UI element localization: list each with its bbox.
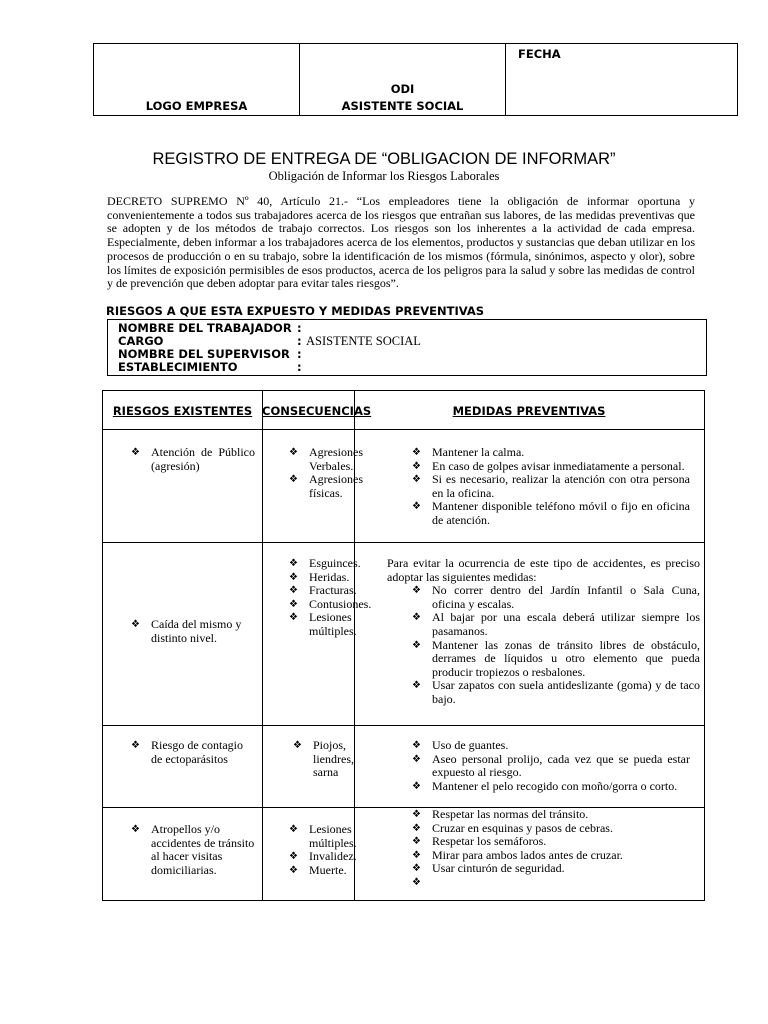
medidas-intro: Para evitar la ocurrencia de este tipo de accidentes, es preciso adoptar las siguientes medidas: xyxy=(387,556,700,584)
consecuencias-cell xyxy=(287,556,372,639)
table-row xyxy=(129,446,255,473)
medidas-cell xyxy=(410,739,690,793)
role-label: ASISTENTE SOCIAL xyxy=(341,99,464,113)
medida-item: ❖ Aseo personal prolijo, cada vez que se pueda estar expuesto al riesgo. xyxy=(410,753,690,780)
riesgo-text: ❖ Riesgo de contagio de ectoparásitos xyxy=(129,739,255,766)
medida-item: ❖ Mantener la calma. xyxy=(410,446,690,460)
header-consecuencias: CONSECUENCIAS xyxy=(262,404,372,418)
table-row xyxy=(129,618,255,645)
consecuencia-item: ❖ Lesiones múltiples. xyxy=(287,823,361,850)
logo-cell xyxy=(94,44,300,115)
fecha-label: FECHA xyxy=(518,47,561,61)
medida-item: ❖ Usar zapatos con suela antideslizante (goma) y de taco bajo. xyxy=(410,679,700,706)
consecuencia-item: ❖ Contusiones. xyxy=(287,598,367,612)
table-row xyxy=(129,739,255,766)
consecuencia-item: ❖ Agresiones físicas. xyxy=(287,473,359,500)
odi-label: ODI xyxy=(390,82,415,96)
colon: : xyxy=(297,360,302,374)
worker-name-label: NOMBRE DEL TRABAJADOR xyxy=(118,321,292,335)
odi-cell xyxy=(300,44,506,115)
header-medidas: MEDIDAS PREVENTIVAS xyxy=(452,404,606,418)
consecuencia-item: ❖ Fracturas. xyxy=(287,584,367,598)
cargo-value: ASISTENTE SOCIAL xyxy=(306,334,421,348)
medida-item xyxy=(410,876,690,890)
consecuencia-item: ❖ Agresiones Verbales. xyxy=(287,446,359,473)
row-divider xyxy=(103,725,704,726)
medidas-cell xyxy=(410,446,690,528)
medida-item: ❖ Respetar los semáforos. xyxy=(410,835,690,849)
medida-item: ❖ No correr dentro del Jardín Infantil o Sala Cuna, oficina y escalas. xyxy=(410,584,700,611)
document-header xyxy=(93,43,738,116)
medida-item: ❖ Cruzar en esquinas y pasos de cebras. xyxy=(410,822,690,836)
medida-item: ❖ Al bajar por una escala deberá utilizar siempre los pasamanos. xyxy=(410,611,700,638)
consecuencia-item: ❖ Piojos, liendres, sarna xyxy=(291,739,357,780)
consecuencias-cell xyxy=(287,445,363,500)
cargo-label: CARGO xyxy=(118,334,164,348)
colon: : xyxy=(297,347,302,361)
medida-item: ❖ Respetar las normas del tránsito. xyxy=(410,808,690,822)
medida-item: ❖ En caso de golpes avisar inmediatamente a personal. xyxy=(410,460,690,474)
riesgo-text: ❖ Caída del mismo y distinto nivel. xyxy=(129,618,255,645)
medida-item: ❖ Mantener el pelo recogido con moño/gorra o corto. xyxy=(410,780,690,794)
medidas-cell xyxy=(387,557,700,707)
medida-item: ❖ Si es necesario, realizar la atención con otra persona en la oficina. xyxy=(410,473,690,500)
medida-item: ❖ Usar cinturón de seguridad. xyxy=(410,862,690,876)
supervisor-label: NOMBRE DEL SUPERVISOR xyxy=(118,347,290,361)
riesgo-text: ❖ Atención de Público (agresión) xyxy=(129,446,255,473)
header-riesgos: RIESGOS EXISTENTES xyxy=(112,404,253,418)
consecuencias-cell xyxy=(291,739,357,780)
consecuencias-cell xyxy=(287,823,361,877)
risk-table xyxy=(102,390,705,901)
document-title: REGISTRO DE ENTREGA DE “OBLIGACION DE INFORMAR” xyxy=(152,150,616,168)
colon: : xyxy=(297,334,302,348)
medidas-cell xyxy=(410,808,690,890)
row-divider xyxy=(103,429,704,430)
worker-info-box xyxy=(107,319,707,376)
consecuencia-item: ❖ Muerte. xyxy=(287,864,361,878)
medida-item: ❖ Uso de guantes. xyxy=(410,739,690,753)
row-divider xyxy=(103,542,704,543)
riesgo-text: ❖ Atropellos y/o accidentes de tránsito al hacer visitas domiciliarias. xyxy=(129,823,255,877)
consecuencia-item: ❖ Heridas. xyxy=(287,571,367,585)
medida-item: ❖ Mantener las zonas de tránsito libres de obstáculo, derrames de líquidos u otro elemento que pueda producir tropiezos o resbalones. xyxy=(410,639,700,680)
document-subtitle: Obligación de Informar los Riesgos Laborales xyxy=(268,169,500,183)
table-row xyxy=(129,823,255,877)
decree-paragraph: DECRETO SUPREMO Nº 40, Artículo 21.- “Los empleadores tiene la obligación de informar oportuna y convenientemente a todos sus trabajadores acerca de los riesgos que entrañan sus labores, de las medidas preventivas que se adopten y de los métodos de trabajo correctos. Los riesgos son los inherentes a la actividad de cada empresa. Especialmente, deben informar a los trabajadores acerca de los elementos, productos y sustancias que deban utilizar en los procesos de producción o en su trabajo, sobre la identificación de los mismos (fórmula, sinónimos, aspecto y olor), sobre los límites de exposición permisibles de esos productos, acerca de los peligros para la salud y sobre las medidas de control y de prevención que deben adoptar para evitar tales riesgos”. xyxy=(107,194,695,291)
consecuencia-item: ❖ Lesiones múltiples. xyxy=(287,611,367,638)
consecuencia-item: ❖ Esguinces. xyxy=(287,557,367,571)
section-heading: RIESGOS A QUE ESTA EXPUESTO Y MEDIDAS PREVENTIVAS xyxy=(106,304,485,318)
medida-item: ❖ Mantener disponible teléfono móvil o fijo en oficina de atención. xyxy=(410,500,690,527)
establecimiento-label: ESTABLECIMIENTO xyxy=(118,360,238,374)
column-divider xyxy=(262,391,263,900)
fecha-cell xyxy=(506,44,737,115)
consecuencia-item: ❖ Invalidez. xyxy=(287,850,361,864)
medida-item: ❖ Mirar para ambos lados antes de cruzar. xyxy=(410,849,690,863)
colon: : xyxy=(297,321,302,335)
logo-placeholder-label: LOGO EMPRESA xyxy=(145,99,248,113)
